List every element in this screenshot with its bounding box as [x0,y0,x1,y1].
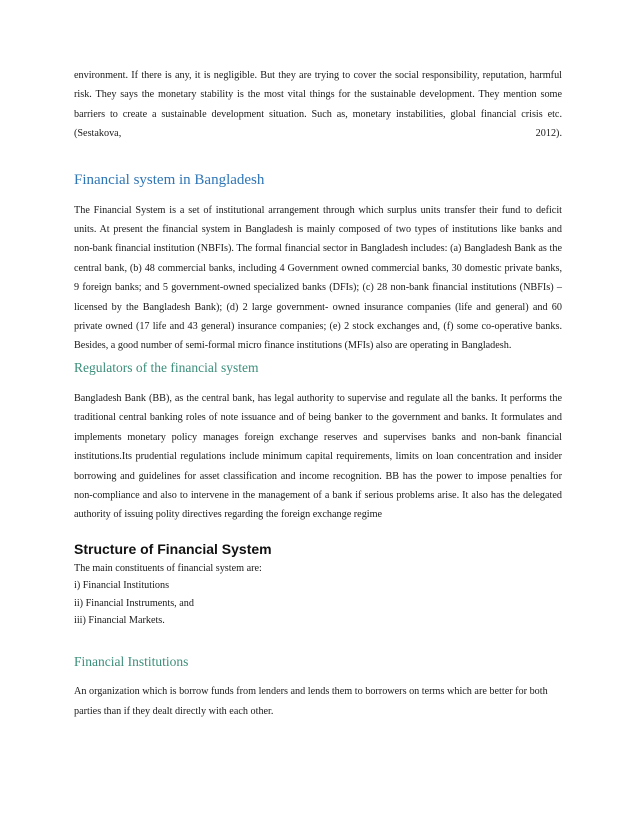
structure-item-financial-institutions: i) Financial Institutions [74,580,170,592]
regulators-heading: Regulators of the financial system [74,359,259,375]
structure-heading: Structure of Financial System [74,540,272,557]
intro-paragraph: environment. If there is any, it is negligible. But they are trying to cover the social responsibility, reputation, harmful risk. They says the monetary stability is the most vital things for the sustainable development. They mention some barriers to create a sustainable development situation. Such as, monetary instabilities, global financial crisis etc.(Sestakova, 2012). [74,70,562,140]
financial-system-bd-heading: Financial system in Bangladesh [74,171,265,188]
regulators-paragraph: Bangladesh Bank (BB), as the central bank, has legal authority to supervise and regulate all the banks. It performs the traditional central banking roles of note issuance and of being banker to the government and banks. It formulates and implements monetary policy manages foreign exchange reserves and supervises banks and non-bank financial institutions.Its prudential regulations include minimum capital requirements, limits on loan concentration and insider borrowing and guidelines for asset classification and income recognition. BB has the power to impose penalties for non-compliance and also to intervene in the management of a bank if serious problems arise. It also has the delegated authority of issuing polity directives regarding the foreign exchange regime [74,392,562,521]
structure-item-financial-instruments: ii) Financial Instruments, and [74,597,194,609]
financial-institutions-paragraph: An organization which is borrow funds from lenders and lends them to borrowers on terms which are better for both parties than if they dealt directly with each other. [74,686,548,717]
structure-intro: The main constituents of financial system are: [74,562,262,574]
structure-item-financial-markets: iii) Financial Markets. [74,614,165,626]
financial-institutions-heading: Financial Institutions [74,654,189,670]
financial-system-bd-paragraph: The Financial System is a set of institutional arrangement through which surplus units transfer their fund to deficit units. At present the financial system in Bangladesh is mainly composed of two types of institutions like banks and non-bank financial institution (NBFIs). The formal financial sector in Bangladesh includes: (a) Bangladesh Bank as the central bank, (b) 48 commercial banks, including 4 Government owned commercial banks, 30 domestic private banks, 9 foreign banks; and 5 government-owned specialized banks (DFIs); (c) 28 non-bank financial institutions (NBFIs) – licensed by the Bangladesh Bank); (d) 2 large government- owned insurance companies (life and general) and 60 private owned (17 life and 43 general) insurance companies; (e) 2 stock exchanges and, (f) some co-operative banks. Besides, a good number of semi-formal micro finance institutions (MFIs) also are operating in Bangladesh. [74,204,562,352]
document-page [74,66,562,721]
